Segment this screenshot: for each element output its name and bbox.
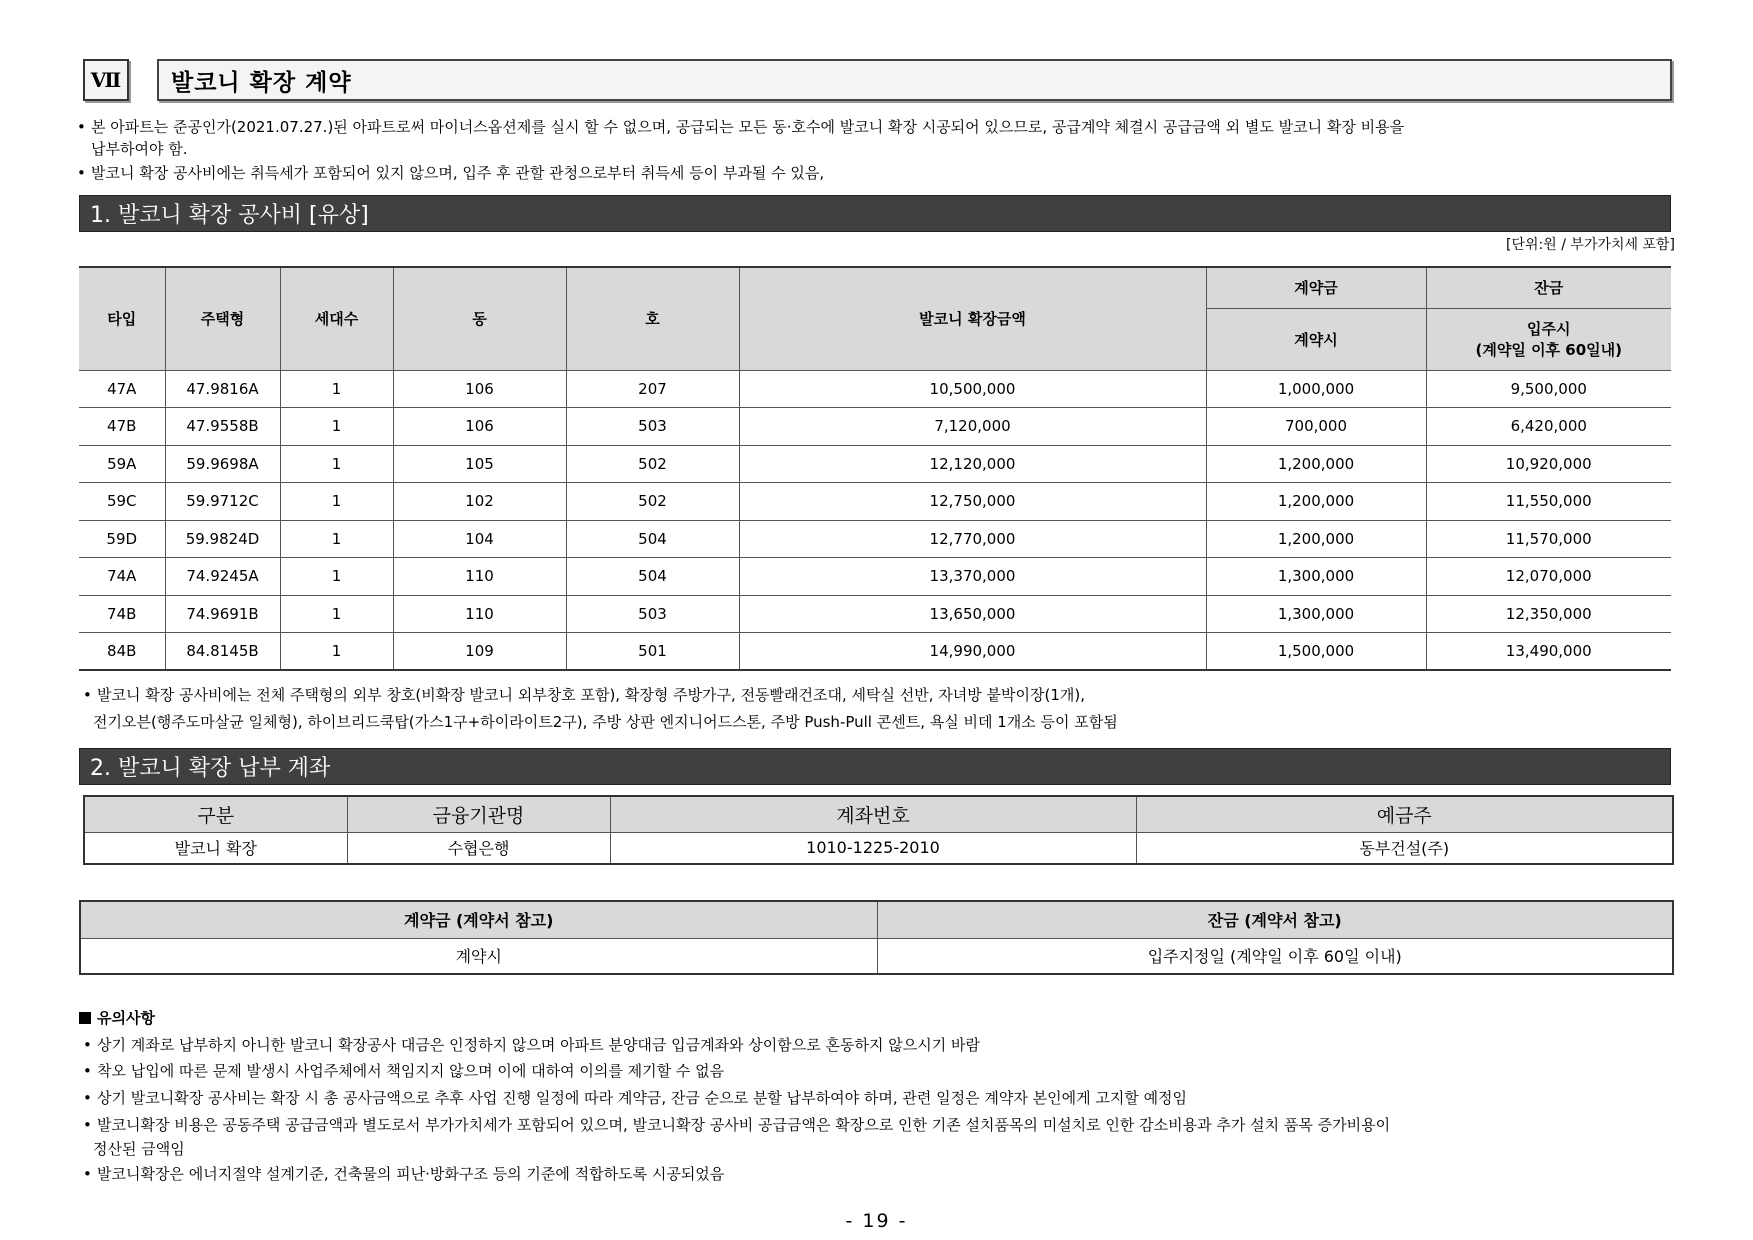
cell-type: 84B bbox=[79, 633, 165, 671]
cell-housing: 59.9824D bbox=[165, 520, 280, 558]
cell-households: 1 bbox=[280, 445, 393, 483]
cell-amount: 12,770,000 bbox=[739, 520, 1206, 558]
cell-households: 1 bbox=[280, 595, 393, 633]
cell-deposit: 1,300,000 bbox=[1206, 558, 1426, 596]
cell-amount: 14,990,000 bbox=[739, 633, 1206, 671]
cell-deposit: 1,200,000 bbox=[1206, 445, 1426, 483]
cell-ho: 503 bbox=[566, 408, 739, 446]
cell-dong: 106 bbox=[393, 370, 566, 408]
section1-note: • 발코니 확장 공사비에는 전체 주택형의 외부 창호(비확장 발코니 외부창호 포함), 확장형 주방가구, 전동빨래건조대, 세탁실 선반, 자녀방 붙박이장(1개), bbox=[83, 684, 1085, 706]
notes-heading bbox=[79, 1007, 155, 1028]
cell-balance: 13,490,000 bbox=[1426, 633, 1671, 671]
account-table bbox=[83, 795, 1674, 865]
header-deposit: 계약금 bbox=[1206, 267, 1426, 308]
header-households: 세대수 bbox=[280, 267, 393, 370]
table-row bbox=[79, 408, 1671, 446]
payment-header-balance: 잔금 (계약서 참고) bbox=[877, 901, 1673, 938]
cell-amount: 7,120,000 bbox=[739, 408, 1206, 446]
cell-households: 1 bbox=[280, 558, 393, 596]
cell-balance: 10,920,000 bbox=[1426, 445, 1671, 483]
intro-bullet-2: • 발코니 확장 공사비에는 취득세가 포함되어 있지 않으며, 입주 후 관할 관청으로부터 취득세 등이 부과될 수 있음, bbox=[77, 162, 824, 184]
cell-housing: 47.9558B bbox=[165, 408, 280, 446]
cell-housing: 84.8145B bbox=[165, 633, 280, 671]
cell-ho: 502 bbox=[566, 483, 739, 521]
header-ho: 호 bbox=[566, 267, 739, 370]
header-housing: 주택형 bbox=[165, 267, 280, 370]
cell-type: 74B bbox=[79, 595, 165, 633]
chapter-title: 발코니 확장 계약 bbox=[157, 59, 1672, 101]
account-cell-number: 1010-1225-2010 bbox=[610, 832, 1136, 864]
account-header-bank: 금융기관명 bbox=[347, 796, 610, 832]
table-row bbox=[79, 370, 1671, 408]
cell-amount: 13,650,000 bbox=[739, 595, 1206, 633]
account-cell-bank: 수협은행 bbox=[347, 832, 610, 864]
table-row bbox=[79, 520, 1671, 558]
payment-schedule-table bbox=[79, 900, 1674, 975]
section2-title-bar: 2. 발코니 확장 납부 계좌 bbox=[79, 748, 1671, 785]
cell-housing: 47.9816A bbox=[165, 370, 280, 408]
note-item-4-cont: 정산된 금액임 bbox=[93, 1140, 185, 1158]
cell-deposit: 1,300,000 bbox=[1206, 595, 1426, 633]
account-cell-category: 발코니 확장 bbox=[84, 832, 347, 864]
note-item-2: • 착오 납입에 따른 문제 발생시 사업주체에서 책임지지 않으며 이에 대하여 이의를 제기할 수 없음 bbox=[83, 1060, 724, 1082]
account-header-holder: 예금주 bbox=[1136, 796, 1673, 832]
cell-deposit: 1,000,000 bbox=[1206, 370, 1426, 408]
table-row bbox=[79, 558, 1671, 596]
balcony-cost-table bbox=[79, 266, 1671, 671]
intro-bullet-1-cont: 납부하여야 함. bbox=[91, 140, 188, 158]
cell-balance: 9,500,000 bbox=[1426, 370, 1671, 408]
cell-type: 59D bbox=[79, 520, 165, 558]
table-row bbox=[79, 633, 1671, 671]
note-item-5: • 발코니확장은 에너지절약 설계기준, 건축물의 피난·방화구조 등의 기준에 적합하도록 시공되었음 bbox=[83, 1163, 724, 1185]
cell-ho: 503 bbox=[566, 595, 739, 633]
cell-households: 1 bbox=[280, 520, 393, 558]
square-bullet-icon bbox=[79, 1012, 91, 1024]
header-balance: 잔금 bbox=[1426, 267, 1671, 308]
cell-ho: 504 bbox=[566, 520, 739, 558]
cell-balance: 11,570,000 bbox=[1426, 520, 1671, 558]
cell-ho: 504 bbox=[566, 558, 739, 596]
header-amount: 발코니 확장금액 bbox=[739, 267, 1206, 370]
cell-deposit: 700,000 bbox=[1206, 408, 1426, 446]
intro-bullet-1: • 본 아파트는 준공인가(2021.07.27.)된 아파트로써 마이너스옵션제를 실시 할 수 없으며, 공급되는 모든 동·호수에 발코니 확장 시공되어 있으므로, 공급계약 체결시 공급금액 외 별도 발코니 확장 비용을 bbox=[77, 116, 1677, 138]
cell-dong: 102 bbox=[393, 483, 566, 521]
header-dong: 동 bbox=[393, 267, 566, 370]
cell-housing: 74.9691B bbox=[165, 595, 280, 633]
table-row bbox=[79, 595, 1671, 633]
header-balance-sub bbox=[1426, 308, 1671, 370]
cell-dong: 104 bbox=[393, 520, 566, 558]
cell-dong: 105 bbox=[393, 445, 566, 483]
cell-ho: 207 bbox=[566, 370, 739, 408]
cell-balance: 12,350,000 bbox=[1426, 595, 1671, 633]
cell-type: 47B bbox=[79, 408, 165, 446]
cell-amount: 12,120,000 bbox=[739, 445, 1206, 483]
note-item-4: • 발코니확장 비용은 공동주택 공급금액과 별도로서 부가가치세가 포함되어 있으며, 발코니확장 공사비 공급금액은 확장으로 인한 기존 설치품목의 미설치로 인한 감소비용과 추가 설치 품목 증가비용이 bbox=[83, 1114, 1683, 1136]
header-balance-sub-line2: (계약일 이후 60일내) bbox=[1475, 341, 1622, 359]
cell-deposit: 1,200,000 bbox=[1206, 483, 1426, 521]
cell-ho: 502 bbox=[566, 445, 739, 483]
cell-amount: 12,750,000 bbox=[739, 483, 1206, 521]
cell-deposit: 1,200,000 bbox=[1206, 520, 1426, 558]
cell-deposit: 1,500,000 bbox=[1206, 633, 1426, 671]
table-row bbox=[84, 832, 1673, 864]
table-row bbox=[79, 445, 1671, 483]
table-row bbox=[79, 483, 1671, 521]
cell-housing: 59.9698A bbox=[165, 445, 280, 483]
cell-amount: 10,500,000 bbox=[739, 370, 1206, 408]
table-row bbox=[80, 938, 1673, 974]
cell-balance: 6,420,000 bbox=[1426, 408, 1671, 446]
cell-balance: 12,070,000 bbox=[1426, 558, 1671, 596]
cell-dong: 110 bbox=[393, 558, 566, 596]
note-item-1: • 상기 계좌로 납부하지 아니한 발코니 확장공사 대금은 인정하지 않으며 아파트 분양대금 입금계좌와 상이함으로 혼동하지 않으시기 바람 bbox=[83, 1034, 980, 1056]
cell-households: 1 bbox=[280, 408, 393, 446]
payment-cell-balance: 입주지정일 (계약일 이후 60일 이내) bbox=[877, 938, 1673, 974]
payment-cell-deposit: 계약시 bbox=[80, 938, 877, 974]
header-balance-sub-line1: 입주시 bbox=[1527, 320, 1571, 338]
cell-type: 47A bbox=[79, 370, 165, 408]
header-deposit-sub: 계약시 bbox=[1206, 308, 1426, 370]
section1-title-bar: 1. 발코니 확장 공사비 [유상] bbox=[79, 195, 1671, 232]
cell-housing: 59.9712C bbox=[165, 483, 280, 521]
cell-housing: 74.9245A bbox=[165, 558, 280, 596]
cell-balance: 11,550,000 bbox=[1426, 483, 1671, 521]
cell-type: 74A bbox=[79, 558, 165, 596]
note-item-3: • 상기 발코니확장 공사비는 확장 시 총 공사금액으로 추후 사업 진행 일정에 따라 계약금, 잔금 순으로 분할 납부하여야 하며, 관련 일정은 계약자 본인에게 고지할 예정임 bbox=[83, 1087, 1187, 1109]
cell-dong: 110 bbox=[393, 595, 566, 633]
account-header-category: 구분 bbox=[84, 796, 347, 832]
cell-ho: 501 bbox=[566, 633, 739, 671]
cell-type: 59A bbox=[79, 445, 165, 483]
cell-type: 59C bbox=[79, 483, 165, 521]
section1-note-cont: 전기오븐(행주도마살균 일체형), 하이브리드쿡탑(가스1구+하이라이트2구), 주방 상판 엔지니어드스톤, 주방 Push-Pull 콘센트, 욕실 비데 1개소 등이 포함됨 bbox=[93, 713, 1118, 731]
account-header-number: 계좌번호 bbox=[610, 796, 1136, 832]
header-type: 타입 bbox=[79, 267, 165, 370]
notes-title: 유의사항 bbox=[97, 1009, 155, 1027]
page-number: - 19 - bbox=[845, 1210, 908, 1232]
chapter-number: Ⅶ bbox=[83, 59, 129, 101]
cell-dong: 109 bbox=[393, 633, 566, 671]
cell-amount: 13,370,000 bbox=[739, 558, 1206, 596]
cell-households: 1 bbox=[280, 633, 393, 671]
cell-households: 1 bbox=[280, 483, 393, 521]
payment-header-deposit: 계약금 (계약서 참고) bbox=[80, 901, 877, 938]
cell-dong: 106 bbox=[393, 408, 566, 446]
unit-note: [단위:원 / 부가가치세 포함] bbox=[1506, 237, 1675, 253]
cell-households: 1 bbox=[280, 370, 393, 408]
chapter-header bbox=[83, 59, 1672, 101]
account-cell-holder: 동부건설(주) bbox=[1136, 832, 1673, 864]
